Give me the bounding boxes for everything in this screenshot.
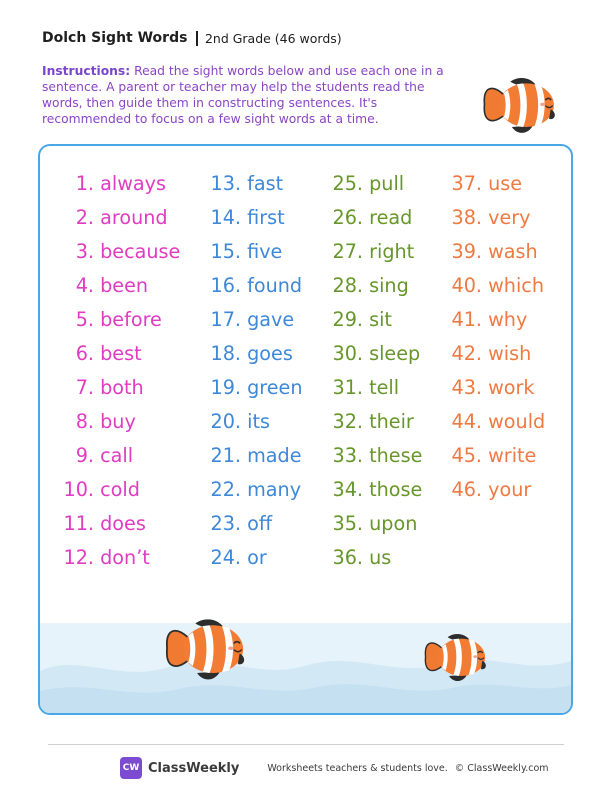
sight-word-item	[442, 375, 545, 409]
worksheet-title: Dolch Sight Words	[42, 30, 188, 46]
word-number: 6.	[75, 342, 94, 365]
word-number: 43.	[451, 376, 482, 399]
sight-word-item	[325, 205, 422, 239]
sight-word: cold	[100, 478, 140, 501]
sight-word-item	[325, 239, 422, 273]
sight-word-item	[40, 273, 180, 307]
sight-word-item	[325, 545, 422, 579]
word-number: 14.	[210, 206, 241, 229]
sight-word: buy	[100, 410, 136, 433]
sight-word: write	[488, 444, 537, 467]
sight-word-item	[40, 443, 180, 477]
sight-word: because	[100, 240, 181, 263]
sight-word-item	[325, 511, 422, 545]
sight-word-item	[40, 341, 180, 375]
word-number: 41.	[451, 308, 482, 331]
sight-word-item	[198, 409, 303, 443]
sight-word: or	[247, 546, 267, 569]
sight-word-item	[325, 307, 422, 341]
word-number: 24.	[210, 546, 241, 569]
sight-word-item	[325, 341, 422, 375]
word-column-3	[325, 171, 422, 579]
sight-word: right	[369, 240, 415, 263]
sight-word: goes	[247, 342, 293, 365]
footer-tagline: Worksheets teachers & students love.	[267, 762, 448, 774]
word-number: 29.	[332, 308, 363, 331]
word-number: 13.	[210, 172, 241, 195]
brand-name: ClassWeekly	[148, 760, 240, 776]
sight-word: upon	[369, 512, 418, 535]
word-number: 8.	[75, 410, 94, 433]
instructions-text: Read the sight words below and use each one in a sentence. A parent or teacher may help the students read the words, then guide them in constructing sentences. It's recommended to focus on a few sight words at a time.	[42, 64, 444, 126]
sight-word: gave	[247, 308, 295, 331]
sight-word-item	[442, 171, 545, 205]
sight-word: around	[100, 206, 168, 229]
worksheet-subtitle: 2nd Grade (46 words)	[204, 30, 342, 46]
word-number: 22.	[210, 478, 241, 501]
sight-word-item	[198, 171, 303, 205]
clownfish-illustration-top	[478, 66, 562, 146]
sight-words-board	[38, 144, 573, 715]
sight-word-item	[442, 273, 545, 307]
sight-word-item	[442, 307, 545, 341]
sight-word-item	[40, 477, 180, 511]
header-separator	[196, 31, 198, 46]
sight-word: been	[100, 274, 149, 297]
word-number: 15.	[210, 240, 241, 263]
sight-word-item	[198, 307, 303, 341]
word-number: 4.	[75, 274, 94, 297]
sight-word-item	[198, 205, 303, 239]
sight-word-item	[198, 443, 303, 477]
word-number: 11.	[63, 512, 94, 535]
word-number: 27.	[332, 240, 363, 263]
footer	[120, 757, 549, 779]
sight-word: your	[488, 478, 532, 501]
sight-word-item	[325, 375, 422, 409]
sight-word-item	[325, 171, 422, 205]
sight-word: very	[488, 206, 531, 229]
word-number: 10.	[63, 478, 94, 501]
word-number: 19.	[210, 376, 241, 399]
word-number: 5.	[75, 308, 94, 331]
sight-word-item	[325, 273, 422, 307]
sight-word-item	[442, 341, 545, 375]
sight-word-item	[198, 273, 303, 307]
word-number: 35.	[332, 512, 363, 535]
sight-word-item	[40, 171, 180, 205]
clownfish-illustration-right	[420, 630, 492, 686]
sight-word-item	[325, 477, 422, 511]
sight-word: us	[369, 546, 392, 569]
instructions-label: Instructions:	[42, 64, 131, 78]
word-number: 28.	[332, 274, 363, 297]
sight-word: off	[247, 512, 273, 535]
sight-word: best	[100, 342, 142, 365]
sight-word-item	[40, 239, 180, 273]
sight-word: made	[247, 444, 302, 467]
sight-word: would	[488, 410, 546, 433]
sight-word: its	[247, 410, 270, 433]
word-number: 12.	[63, 546, 94, 569]
word-column-2	[198, 171, 303, 579]
sight-word: wash	[488, 240, 538, 263]
sight-word: sleep	[369, 342, 421, 365]
word-number: 38.	[451, 206, 482, 229]
sight-word: both	[100, 376, 144, 399]
word-number: 30.	[332, 342, 363, 365]
word-number: 34.	[332, 478, 363, 501]
sight-word-item	[40, 307, 180, 341]
sight-word: five	[247, 240, 283, 263]
instructions-paragraph	[42, 63, 462, 127]
word-number: 36.	[332, 546, 363, 569]
footer-divider	[48, 744, 564, 745]
sight-word: many	[247, 478, 302, 501]
sight-word: always	[100, 172, 167, 195]
sight-word: green	[247, 376, 303, 399]
sight-word-item	[325, 409, 422, 443]
word-number: 42.	[451, 342, 482, 365]
word-number: 37.	[451, 172, 482, 195]
word-number: 2.	[75, 206, 94, 229]
worksheet-header	[42, 28, 342, 48]
sight-word: does	[100, 512, 146, 535]
sight-word-item	[442, 205, 545, 239]
sight-word: work	[488, 376, 535, 399]
word-number: 16.	[210, 274, 241, 297]
sight-word-item	[40, 205, 180, 239]
footer-copyright: © ClassWeekly.com	[454, 762, 549, 774]
sight-word: read	[369, 206, 413, 229]
word-number: 23.	[210, 512, 241, 535]
sight-word: these	[369, 444, 423, 467]
clownfish-illustration-left	[160, 612, 252, 688]
word-number: 40.	[451, 274, 482, 297]
sight-word-item	[198, 477, 303, 511]
sight-word: which	[488, 274, 545, 297]
word-number: 21.	[210, 444, 241, 467]
sight-word: call	[100, 444, 134, 467]
sight-word-item	[198, 341, 303, 375]
sight-word-item	[198, 545, 303, 579]
word-number: 32.	[332, 410, 363, 433]
word-number: 33.	[332, 444, 363, 467]
word-number: 7.	[75, 376, 94, 399]
word-number: 18.	[210, 342, 241, 365]
sight-word: fast	[247, 172, 284, 195]
sight-word: pull	[369, 172, 405, 195]
sight-word-item	[325, 443, 422, 477]
sight-word-item	[198, 511, 303, 545]
word-number: 25.	[332, 172, 363, 195]
word-number: 44.	[451, 410, 482, 433]
sight-word: first	[247, 206, 285, 229]
word-number: 1.	[75, 172, 94, 195]
word-number: 20.	[210, 410, 241, 433]
word-number: 26.	[332, 206, 363, 229]
sight-word: their	[369, 410, 414, 433]
word-number: 3.	[75, 240, 94, 263]
sight-word: why	[488, 308, 528, 331]
word-number: 46.	[451, 478, 482, 501]
sight-word: found	[247, 274, 303, 297]
sight-word: sit	[369, 308, 392, 331]
word-number: 17.	[210, 308, 241, 331]
sight-word-item	[198, 239, 303, 273]
word-column-1	[40, 171, 180, 579]
sight-word: tell	[369, 376, 400, 399]
sight-word: those	[369, 478, 423, 501]
word-number: 9.	[75, 444, 94, 467]
classweekly-logo: CW	[120, 757, 142, 779]
sight-word-item	[442, 409, 545, 443]
sight-word: use	[488, 172, 523, 195]
word-number: 45.	[451, 444, 482, 467]
sight-word-item	[442, 477, 545, 511]
sight-word-item	[442, 239, 545, 273]
word-number: 31.	[332, 376, 363, 399]
sight-word-item	[40, 511, 180, 545]
word-number: 39.	[451, 240, 482, 263]
sight-word-item	[442, 443, 545, 477]
sight-word-item	[40, 545, 180, 579]
sight-word-item	[198, 375, 303, 409]
sight-word: sing	[369, 274, 409, 297]
sight-word-item	[40, 375, 180, 409]
sight-word: don’t	[100, 546, 150, 569]
sight-word: wish	[488, 342, 532, 365]
sight-word: before	[100, 308, 162, 331]
word-column-4	[442, 171, 545, 511]
sight-word-item	[40, 409, 180, 443]
